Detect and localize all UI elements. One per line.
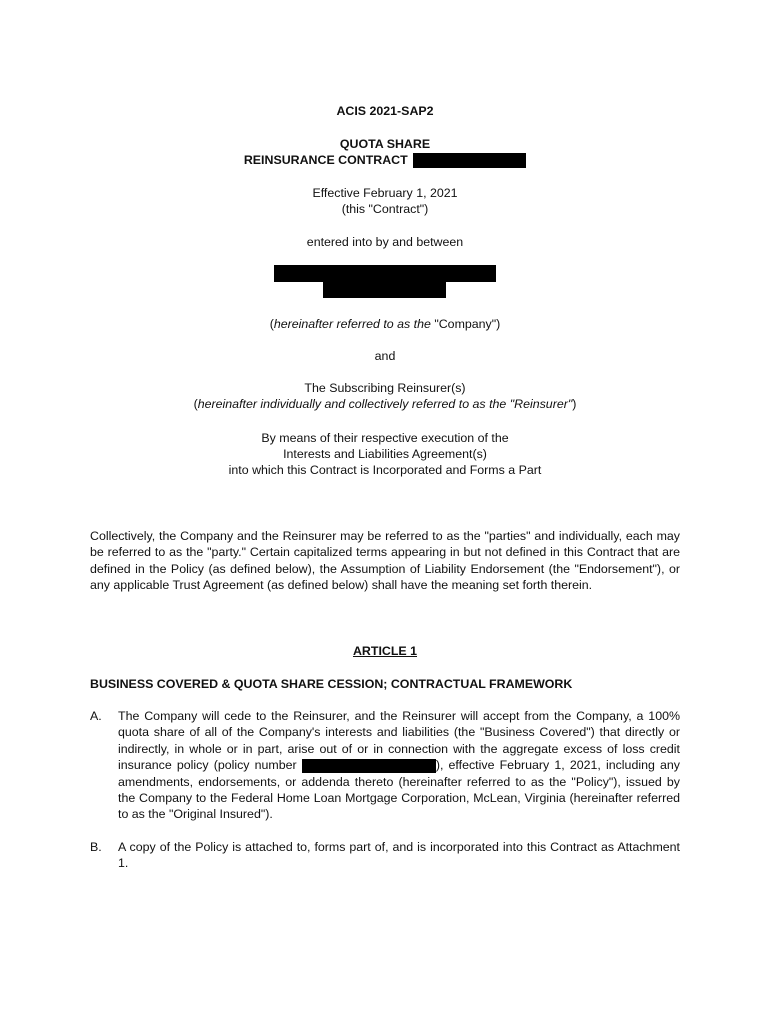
- article-number: ARTICLE 1: [352, 644, 418, 658]
- execution-line3: into which this Contract is Incorporated and Forms a Part: [228, 463, 542, 477]
- reinsurer-name: The Subscribing Reinsurer(s): [304, 381, 466, 395]
- this-contract-label: (this "Contract"): [341, 202, 429, 216]
- contract-title-text: REINSURANCE CONTRACT: [243, 153, 408, 167]
- item-text: A copy of the Policy is attached to, forms part of, and is incorporated into this Contract as Attachment 1.: [118, 840, 680, 871]
- entered-into-line: entered into by and between: [306, 235, 464, 249]
- item-text: [118, 708, 680, 823]
- company-address-redaction: [323, 282, 446, 298]
- execution-line2: Interests and Liabilities Agreement(s): [283, 447, 487, 461]
- item-label: B.: [90, 840, 102, 854]
- item-text-before: The Company will cede to the Reinsurer, and the Reinsurer will accept from the Company, a 100% quota share of all of the Company's interests and liabilities (the "Business Covered") that directly or indirectly, in whole or in part, arise out of or in connection with the aggregate excess of loss credit insurance policy (policy number: [118, 709, 680, 773]
- contract-title-line1: QUOTA SHARE: [339, 137, 431, 151]
- reinsurer-reference-italic: hereinafter individually and collectively referred to as the "Reinsurer": [197, 397, 573, 411]
- company-reference-quoted: "Company": [434, 317, 497, 331]
- company-reference: (hereinafter referred to as the "Company"): [269, 317, 501, 331]
- item-text-after: ), effective February 1, 2021, including any amendments, endorsements, or addenda thereto (hereinafter referred to as the "Policy"), issued by the Company to the Federal Home Loan Mortgage Corporation, McLean, Virginia (hereinafter referred to as the "Original Insured").: [118, 758, 680, 822]
- reinsurer-reference: (hereinafter individually and collectively referred to as the "Reinsurer"): [193, 397, 577, 411]
- contract-title-line2: [0, 152, 770, 168]
- execution-line1: By means of their respective execution of the: [261, 431, 509, 445]
- policy-number-redaction: [302, 759, 436, 773]
- company-reference-italic: hereinafter referred to as the: [273, 317, 431, 331]
- document-code: ACIS 2021-SAP2: [336, 104, 434, 118]
- redaction-block: [413, 153, 526, 168]
- article-heading: BUSINESS COVERED & QUOTA SHARE CESSION; CONTRACTUAL FRAMEWORK: [90, 677, 573, 691]
- and-separator: and: [374, 349, 396, 363]
- item-label: A.: [90, 709, 102, 723]
- company-name-redaction: [274, 265, 496, 282]
- effective-date: Effective February 1, 2021: [312, 186, 458, 200]
- intro-paragraph: Collectively, the Company and the Reinsurer may be referred to as the "parties" and individually, each may be referred to as the "party." Certain capitalized terms appearing in but not defined in this Contract that are defined in the Policy (as defined below), the Assumption of Liability Endorsement (the "Endorsement"), or any applicable Trust Agreement (as defined below) shall have the meaning set forth therein.: [90, 529, 680, 593]
